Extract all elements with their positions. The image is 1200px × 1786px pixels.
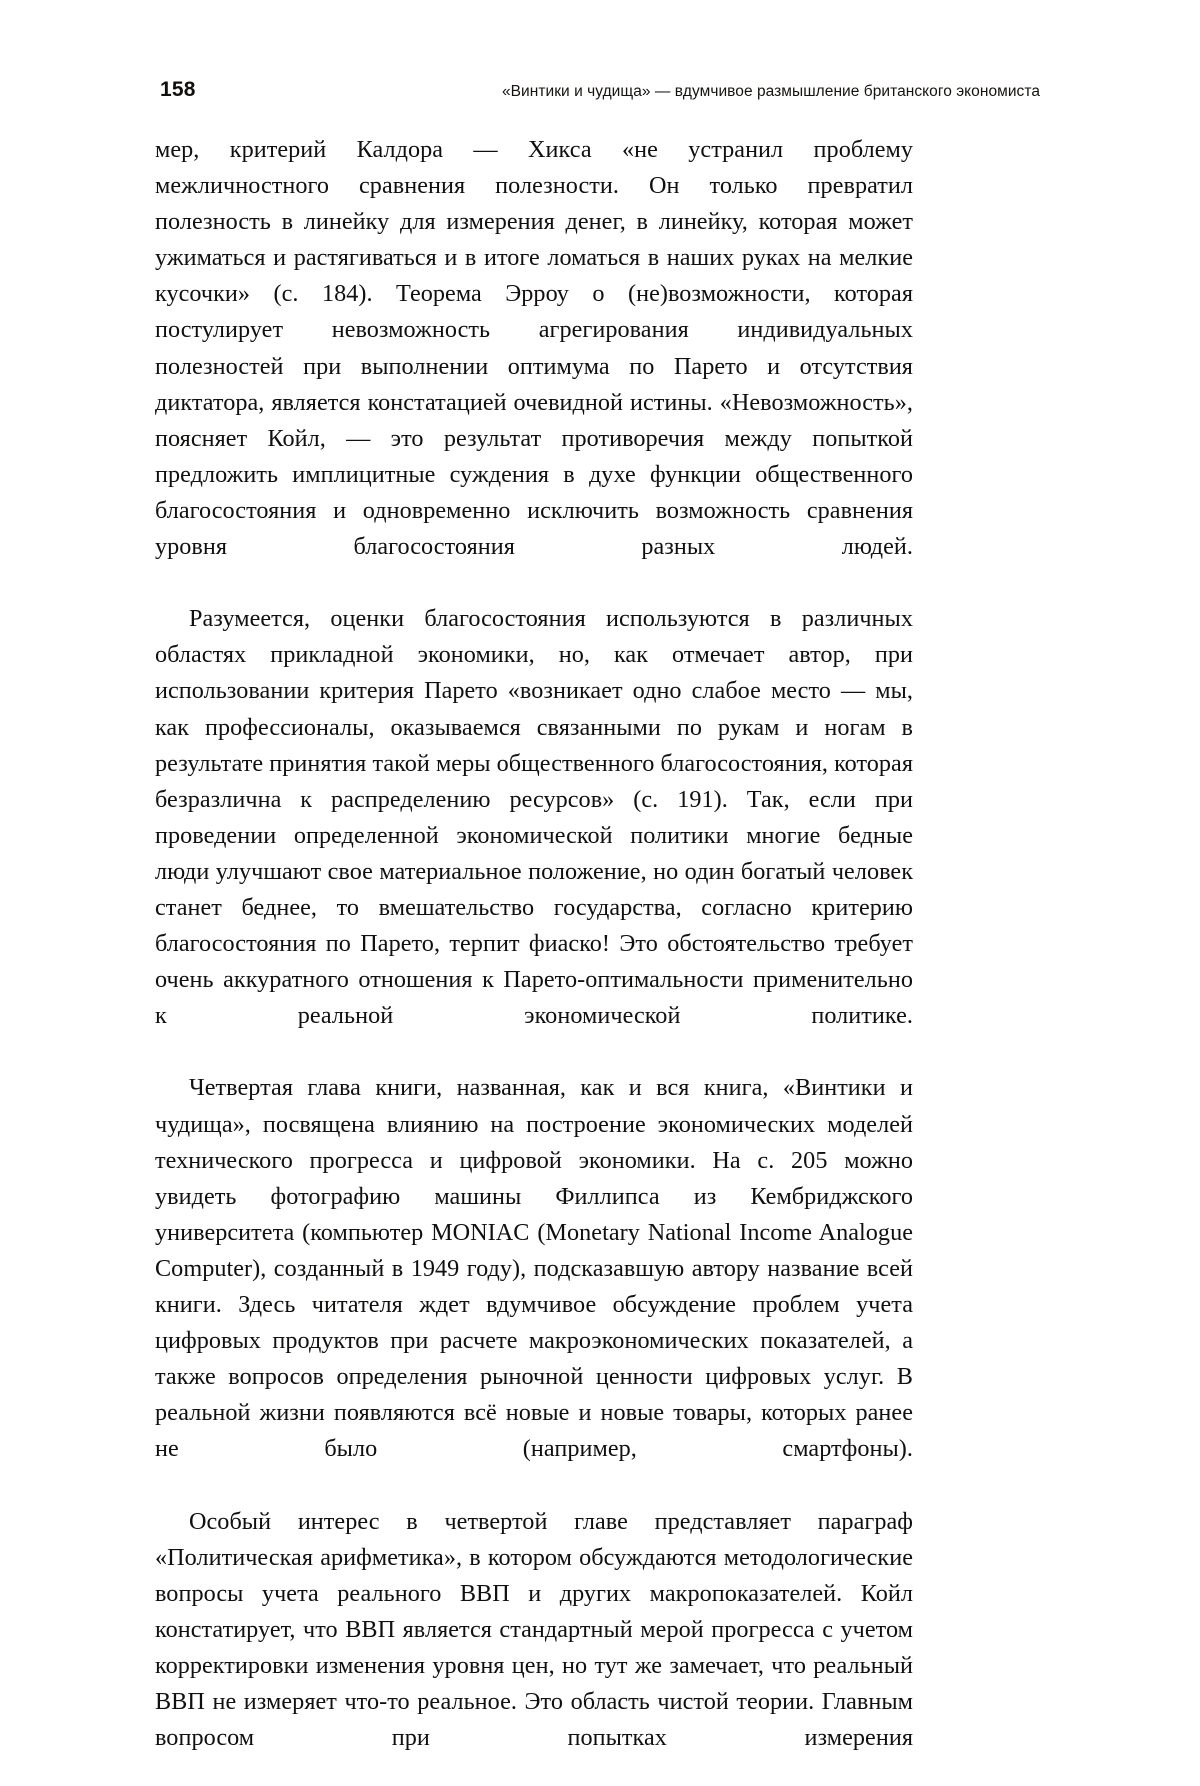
- paragraph: Четвертая глава книги, названная, как и вся книга, «Винтики и чудища», посвящена влиянию на построение экономических моделей технического прогресса и цифровой экономики. На с. 205 можно увидеть фотографию машины Филлипса из Кембриджского университета (компьютер MONIAC (Monetary National Income Analogue Computer), созданный в 1949 году), подсказавшую автору название всей книги. Здесь читателя ждет вдумчивое обсуждение проблем учета цифровых продуктов при расчете макроэкономических показателей, а также вопросов определения рыночной ценности цифровых услуг. В реальной жизни появляются всё новые и новые товары, которых ранее не было (например, смартфоны).: [155, 1074, 913, 1463]
- running-head-title: «Винтики и чудища» — вдумчивое размышление британского экономиста: [501, 83, 1040, 100]
- page-number: 158: [160, 78, 196, 101]
- paragraph: Особый интерес в четвертой главе представляет параграф «Политическая арифметика», в котором обсуждаются методологические вопросы учета реального ВВП и других макропоказателей. Койл констатирует, что ВВП является стандартный мерой прогресса с учетом корректировки изменения уровня цен, но тут же замечает, что реальный ВВП не измеряет что-то реальное. Это область чистой теории. Главным вопросом при попытках измерения: [155, 1507, 913, 1752]
- body-text-column: [155, 132, 913, 1786]
- paragraph: мер, критерий Калдора — Хикса «не устранил проблему межличностного сравнения полезности. Он только превратил полезность в линейку для измерения денег, в линейку, которая может ужиматься и растягиваться и в итоге ломаться в наших руках на мелкие кусочки» (с. 184). Теорема Эрроу о (не)возможности, которая постулирует невозможность агрегирования индивидуальных полезностей при выполнении оптимума по Парето и отсутствия диктатора, является констатацией очевидной истины. «Невозможность», поясняет Койл, — это результат противоречия между попыткой предложить имплицитные суждения в духе функции общественного благосостояния и одновременно исключить возможность сравнения уровня благосостояния разных людей.: [155, 136, 913, 561]
- running-head: [160, 78, 1040, 102]
- paragraph: Разумеется, оценки благосостояния используются в различных областях прикладной экономики, но, как отмечает автор, при использовании критерия Парето «возникает одно слабое место — мы, как профессионалы, оказываемся связанными по рукам и ногам в результате принятия такой меры общественного благосостояния, которая безразлична к распределению ресурсов» (с. 191). Так, если при проведении определенной экономической политики многие бедные люди улучшают свое материальное положение, но один богатый человек станет беднее, то вмешательство государства, согласно критерию благосостояния по Парето, терпит фиаско! Это обстоятельство требует очень аккуратного отношения к Парето-оптимальности применительно к реальной экономической политике.: [155, 605, 914, 1030]
